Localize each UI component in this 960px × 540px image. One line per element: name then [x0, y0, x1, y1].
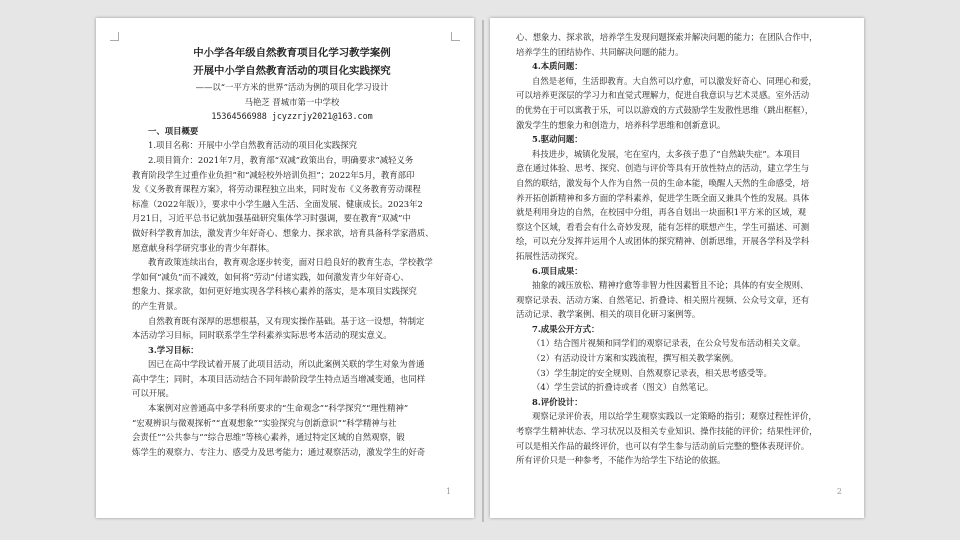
body-line: 发《义务教育课程方案》，将劳动课程独立出来，同时发布《义务教育劳动课程 — [132, 184, 421, 195]
body-line: 可以开展。 — [132, 388, 174, 399]
body-line: 绘，可以充分发挥并运用个人或团体的探究精神、创新思维，开展各学科及学科 — [516, 236, 810, 247]
body-line: 高中学生；同时，本项目活动结合不同年龄阶段学生特点适当增减变通，也同样 — [132, 373, 426, 384]
page-divider — [482, 20, 484, 522]
body-line: 想象力、探求欲，如何更好地实现各学科核心素养的落实，是本项目实践探究 — [132, 286, 417, 297]
body-line: 的优势在于可以寓教于乐，可以以游戏的方式鼓励学生发散性思维（跳出框框）， — [516, 104, 814, 115]
list-item: （1）结合图片视频和同学们的观察记录表，在公众号发布活动相关文章。 — [532, 338, 806, 349]
section-heading: 5.驱动问题： — [532, 134, 583, 145]
body-line: 做好科学教育加法，激发青少年好奇心、想象力、探求欲，培育具备科学家潜质、 — [132, 227, 434, 238]
body-line: 观察记录评价表，用以给学生观察实践以一定策略的指引；观察过程性评价， — [532, 411, 817, 422]
body-line: 观察记录表、活动方案、自然笔记、折叠诗、相关照片视频、公众号文章，还有 — [516, 294, 810, 305]
list-item: （2）有活动设计方案和实践流程，撰写相关教学案例。 — [532, 353, 739, 364]
body-line: 学如何“减负”而不减效，如何将“劳动”付诸实践，如何激发青少年好奇心、 — [132, 271, 409, 282]
body-line: 教育阶段学生过重作业负担”和“减轻校外培训负担”；2022年5月，教育部印 — [132, 169, 415, 180]
body-line: 养开拓创新精神和多方面的学科素养，促进学生既全面又兼具个性的发展。具体 — [516, 192, 810, 203]
body-line: 自然教育既有深厚的思想根基，又有现实操作基础。基于这一设想，特制定 — [148, 315, 425, 326]
body-line: 就是利用身边的自然，在校园中分组，再各自划出一块面积1平方米的区域，观 — [516, 207, 807, 218]
contact-line: 15364566988 jcyzzrjy2021@163.com — [211, 111, 373, 122]
body-line: 考察学生精神状态、学习状况以及相关专业知识、操作技能的评价；结果性评价， — [516, 426, 818, 437]
body-line: 的产生背景。 — [132, 300, 183, 311]
section-heading: 3.学习目标： — [148, 344, 199, 355]
body-line: 察这个区域，看看会有什么奇妙发现，能有怎样的联想产生，学生可描述、可测 — [516, 221, 810, 232]
body-line: 因已在高中学段试着开展了此项目活动，所以此案例关联的学生对象为普通 — [148, 359, 425, 370]
doc-subtitle: ——以“一平方米的世界”活动为例的项目化学习设计 — [195, 82, 389, 92]
body-line: 心、想象力、探求欲，培养学生发现问题探索并解决问题的能力；在团队合作中， — [516, 32, 818, 42]
section-heading: 7.成果公开方式： — [532, 323, 600, 334]
list-item: （3）学生制定的安全规则、自然观察记录表，相关思考感受等。 — [532, 367, 772, 378]
page-1-content — [132, 44, 452, 459]
body-line: 拓展性活动探究。 — [516, 250, 583, 261]
body-line: 会责任”“公共参与”“综合思维”等核心素养，通过特定区域的自然观察，锻 — [132, 432, 405, 443]
document-page-2 — [490, 18, 864, 518]
body-line: 抽象的减压放松、精神疗愈等非智力性因素暂且不论；具体的有安全规则、 — [532, 280, 809, 291]
body-line: 培养学生的团结协作、共同解决问题的能力。 — [516, 46, 684, 57]
body-line: 炼学生的观察力、专注力、感受力及思考能力；通过观察活动，激发学生的好奇 — [132, 446, 426, 457]
doc-title-1: 中小学各年级自然教育项目化学习教学案例 — [193, 47, 391, 59]
body-line: 教育政策连续出台，教育观念逐步转变，面对日趋良好的教育生态，学校教学 — [148, 257, 433, 268]
body-line: 可以是相关作品的最终评价，也可以有学生参与活动前后完整的整体表现评价。 — [516, 440, 810, 451]
body-line: 科技进步，城镇化发展，宅在室内，太多孩子患了“自然缺失症”。本项目 — [532, 148, 801, 159]
body-line: 所有评价只是一种参考，不能作为给学生下结论的依据。 — [516, 455, 726, 466]
body-line: 本活动学习目标，同时联系学生学科素养实际思考本活动的现实意义。 — [132, 330, 392, 341]
body-line: 活动记录、教学案例、相关的项目化研习案例等。 — [516, 309, 701, 320]
section-heading: 一、项目概要 — [148, 125, 199, 136]
page-number: 1 — [446, 487, 452, 496]
body-line: 愿意献身科学研究事业的青少年群体。 — [132, 242, 275, 253]
body-line: 自然的联结，激发每个人作为自然一员的生命本能，唤醒人天然的生命感受，培 — [516, 177, 810, 188]
body-line: 标准（2022年版）》，要求中小学生融入生活、全面发展、健康成长。2023年2 — [132, 198, 423, 209]
section-heading: 6.项目成果： — [532, 265, 583, 276]
page-number: 2 — [836, 487, 842, 496]
doc-title-2: 开展中小学自然教育活动的项目化实践探究 — [193, 65, 391, 77]
body-line: 1.项目名称：开展中小学自然教育活动的项目化实践探究 — [148, 140, 357, 151]
body-line: 意在通过体验、思考、探究、创造与评价等具有开放性特点的活动，建立学生与 — [516, 163, 810, 174]
body-line: “宏观辨识与微观探析”“直观想象”“实验探究与创新意识”“科学精神与社 — [132, 417, 397, 428]
body-line: 可以培养更深层的学习力和直觉式理解力，促进自我意识与艺术灵感。室外活动 — [516, 90, 810, 101]
crop-mark — [451, 32, 460, 41]
body-line: 激发学生的想象力和创造力，培养科学思维和创新意识。 — [516, 119, 726, 130]
section-heading: 4.本质问题： — [532, 61, 583, 72]
crop-mark — [110, 32, 119, 41]
document-page-1 — [96, 18, 474, 518]
author-line: 马艳芝 晋城市第一中学校 — [244, 96, 340, 107]
body-line: 本案例对应普通高中多学科所要求的“生命观念”“科学探究”“理性精神” — [148, 403, 409, 414]
page-2-content — [516, 30, 838, 468]
body-line: 2.项目简介：2021年7月，教育部“双减”政策出台，明确要求“减轻义务 — [148, 154, 414, 165]
list-item: （4）学生尝试的折叠诗或者（图文）自然笔记。 — [532, 382, 714, 393]
section-heading: 8.评价设计： — [532, 396, 583, 407]
body-line: 自然是老师，生活即教育。大自然可以疗愈，可以激发好奇心、同理心和爱， — [532, 75, 817, 86]
body-line: 月21日，习近平总书记就加强基础研究集体学习时强调，要在教育“双减”中 — [132, 213, 411, 224]
